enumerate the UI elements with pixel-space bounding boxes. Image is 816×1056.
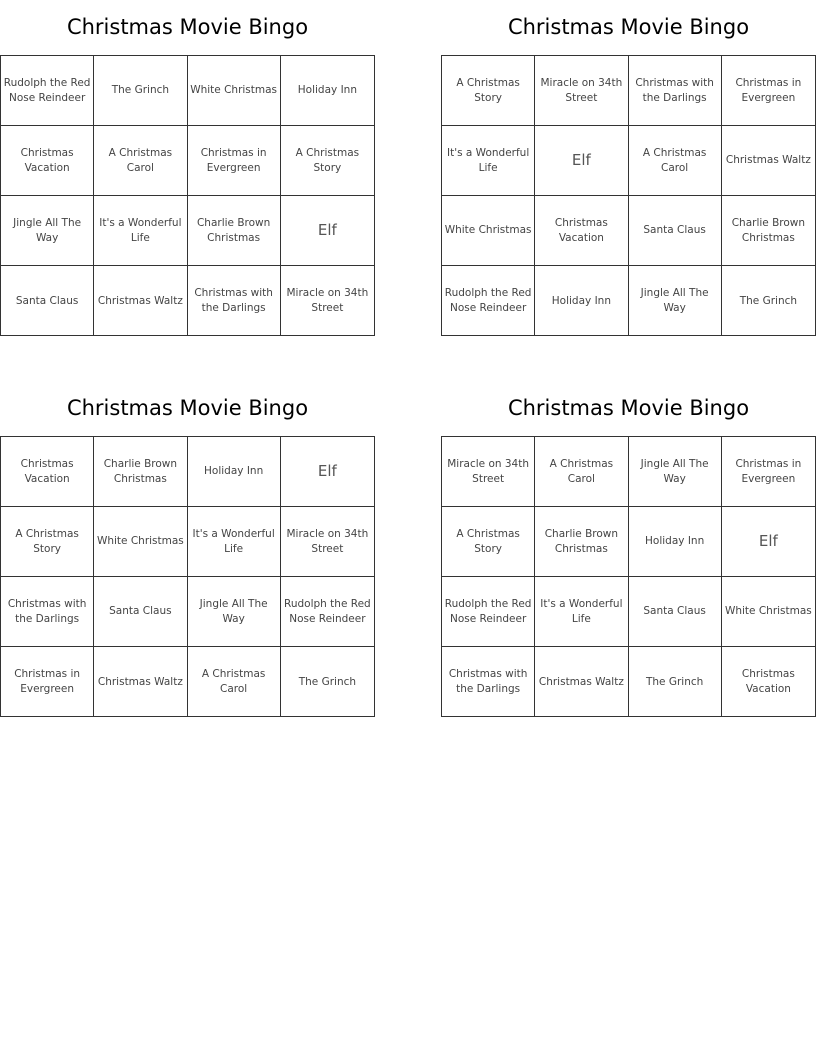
bingo-cell: Christmas with the Darlings: [629, 56, 722, 126]
bingo-cell: Holiday Inn: [188, 437, 281, 507]
bingo-cell: Santa Claus: [94, 577, 187, 647]
bingo-cell: Santa Claus: [629, 577, 722, 647]
bingo-cell: It's a Wonderful Life: [94, 196, 187, 266]
bingo-cell: The Grinch: [629, 647, 722, 717]
bingo-cell: White Christmas: [442, 196, 535, 266]
bingo-card: [0, 381, 375, 717]
bingo-cell: Christmas Waltz: [94, 647, 187, 717]
bingo-cell: A Christmas Story: [442, 507, 535, 577]
bingo-cell: A Christmas Story: [281, 126, 374, 196]
bingo-cell: Rudolph the Red Nose Reindeer: [281, 577, 374, 647]
card-title: Christmas Movie Bingo: [66, 396, 309, 420]
bingo-cell: A Christmas Carol: [535, 437, 628, 507]
bingo-cell: A Christmas Story: [1, 507, 94, 577]
bingo-cell: The Grinch: [739, 294, 798, 307]
bingo-cell: Santa Claus: [629, 196, 722, 266]
bingo-cell: Charlie Brown Christmas: [722, 196, 815, 266]
bingo-cell: Christmas Waltz: [94, 266, 187, 336]
bingo-cell: It's a Wonderful Life: [442, 126, 535, 196]
bingo-cell: Christmas Waltz: [535, 647, 628, 717]
bingo-cell: Rudolph the Red Nose Reindeer: [1, 56, 94, 126]
bingo-cell: A Christmas Carol: [94, 126, 187, 196]
bingo-cell: Christmas with the Darlings: [188, 266, 281, 336]
bingo-cell: Miracle on 34th Street: [286, 287, 369, 314]
bingo-cell: Rudolph the Red Nose Reindeer: [442, 266, 535, 336]
bingo-cell: Miracle on 34th Street: [281, 507, 374, 577]
bingo-cell: Christmas Vacation: [535, 196, 628, 266]
bingo-cell: Charlie Brown Christmas: [94, 437, 187, 507]
bingo-cell: Jingle All The Way: [629, 266, 722, 336]
bingo-cell: Christmas in Evergreen: [188, 126, 281, 196]
bingo-cell: Rudolph the Red Nose Reindeer: [442, 577, 535, 647]
bingo-cell: Christmas in Evergreen: [1, 647, 94, 717]
bingo-cell: White Christmas: [94, 507, 187, 577]
bingo-cell: Christmas with the Darlings: [1, 577, 94, 647]
bingo-cell: Miracle on 34th Street: [535, 56, 628, 126]
bingo-grid: [0, 436, 375, 717]
bingo-cell: Christmas Waltz: [722, 126, 815, 196]
bingo-cell: Holiday Inn: [629, 507, 722, 577]
bingo-cell: Charlie Brown Christmas: [535, 507, 628, 577]
bingo-cell: Christmas in Evergreen: [722, 437, 815, 507]
bingo-cell: Elf: [281, 437, 374, 507]
bingo-card: [0, 0, 375, 336]
card-title: Christmas Movie Bingo: [507, 396, 750, 420]
card-title: Christmas Movie Bingo: [66, 15, 309, 39]
bingo-cell: It's a Wonderful Life: [188, 507, 281, 577]
card-title: Christmas Movie Bingo: [507, 15, 750, 39]
bingo-cell: Jingle All The Way: [629, 437, 722, 507]
bingo-cell: Christmas Vacation: [1, 126, 94, 196]
bingo-cell: Christmas with the Darlings: [442, 647, 535, 717]
bingo-cell: Elf: [535, 126, 628, 196]
bingo-grid: [441, 55, 816, 336]
bingo-card: [441, 0, 816, 336]
bingo-cell: Charlie Brown Christmas: [188, 196, 281, 266]
bingo-cell: It's a Wonderful Life: [535, 577, 628, 647]
bingo-grid: [0, 55, 375, 336]
bingo-cell: Jingle All The Way: [188, 577, 281, 647]
bingo-cell: Elf: [722, 507, 815, 577]
bingo-cell: White Christmas: [188, 56, 281, 126]
bingo-cell: Santa Claus: [1, 266, 94, 336]
bingo-card: [441, 381, 816, 717]
bingo-cell: Holiday Inn: [535, 266, 628, 336]
bingo-grid: [441, 436, 816, 717]
bingo-cell: Elf: [281, 196, 374, 266]
bingo-cell: Miracle on 34th Street: [442, 437, 535, 507]
bingo-cell: Christmas Vacation: [1, 437, 94, 507]
bingo-cell: Holiday Inn: [281, 56, 374, 126]
bingo-cell: The Grinch: [298, 675, 357, 688]
bingo-cell: A Christmas Story: [442, 56, 535, 126]
bingo-cell: The Grinch: [94, 56, 187, 126]
bingo-cell: Jingle All The Way: [1, 196, 94, 266]
bingo-cell: Christmas Vacation: [741, 668, 795, 695]
bingo-cell: White Christmas: [722, 577, 815, 647]
bingo-cell: Christmas in Evergreen: [722, 56, 815, 126]
bingo-cell: A Christmas Carol: [188, 647, 281, 717]
bingo-cell: A Christmas Carol: [629, 126, 722, 196]
